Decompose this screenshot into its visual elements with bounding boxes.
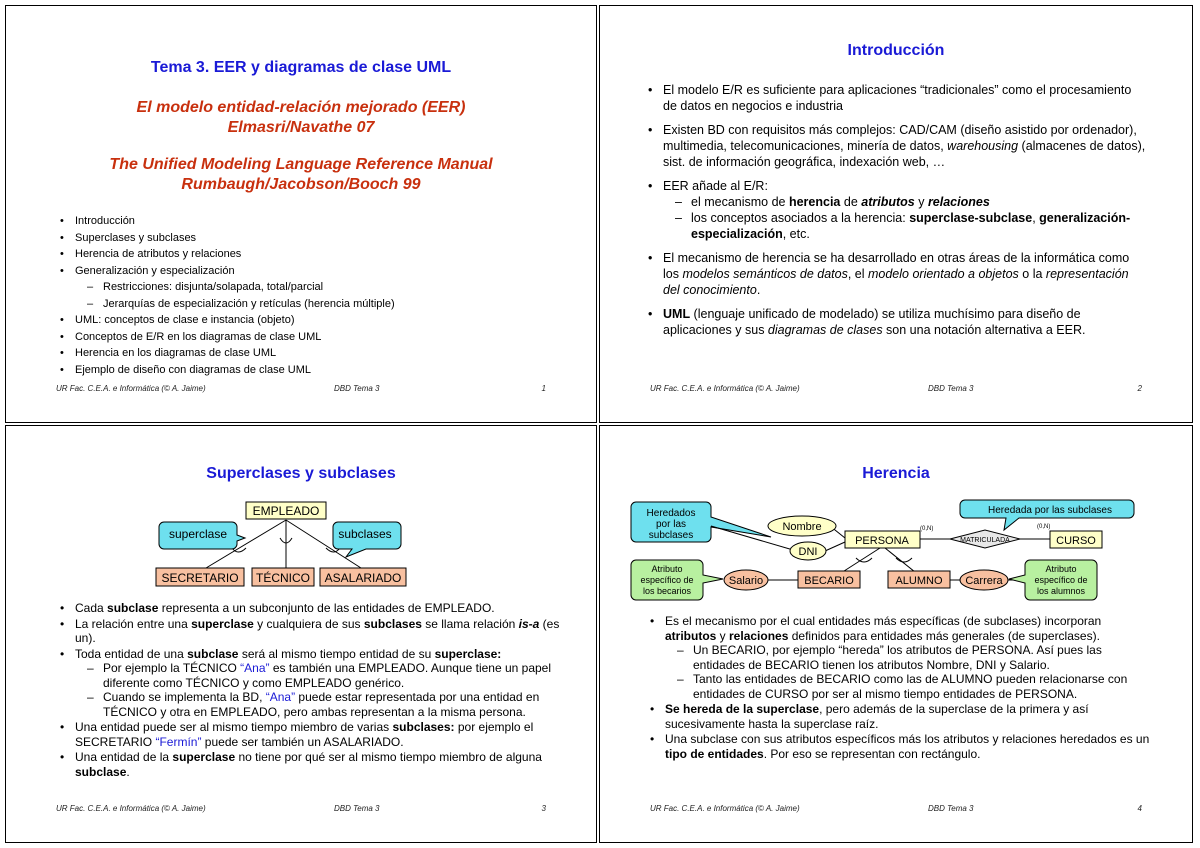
- list-item: • Se hereda de la superclase, pero además de la superclase de la primera y así sucesivamente hasta la superclase raíz.: [650, 702, 1150, 731]
- svg-text:específico de: específico de: [640, 575, 694, 585]
- list-item: • Existen BD con requisitos más complejos: CAD/CAM (diseño asistido por ordenador), multimedia, telecomunicaciones, minería de datos, warehousing (almacenes de datos), sist. de información geográfica, indexación web, …: [648, 122, 1148, 170]
- list-item: • Ejemplo de diseño con diagramas de clase UML: [60, 362, 560, 379]
- slide-title: Introducción: [847, 42, 945, 59]
- slide-title: Herencia: [862, 465, 930, 482]
- list-item: • La relación entre una superclase y cualquiera de sus subclases se llama relación is-a (es un).: [60, 617, 560, 646]
- list-item: • Generalización y especialización – Restricciones: disjunta/solapada, total/parcial – Jerarquías de especialización y retículas (herencia múltiple): [60, 263, 560, 313]
- list-subitem: – los conceptos asociados a la herencia: superclase-subclase, generalización-especialización, etc.: [663, 210, 1148, 242]
- svg-text:Salario: Salario: [728, 575, 764, 587]
- list-item: • EER añade al E/R: – el mecanismo de herencia de atributos y relaciones – los conceptos asociados a la herencia: superclase-subclase, generalización-especialización, etc.: [648, 178, 1148, 242]
- svg-text:ASALARIADO: ASALARIADO: [324, 571, 402, 585]
- reference-uml: The Unified Modeling Language Reference Manual Rumbaugh/Jacobson/Booch 99: [109, 156, 493, 193]
- list-item: • Toda entidad de una subclase será al mismo tiempo entidad de su superclase: – Por ejemplo la TÉCNICO “Ana” es también una EMPLEADO. Aunque tiene un papel diferente como TÉCNICO y como EMPLEADO genérico. – Cuando se implementa la BD, “Ana” puede estar representada por una entidad en TÉCNICO y otra en EMPLEADO, pero ambas representan a la misma persona.: [60, 647, 560, 720]
- list-subitem: – Jerarquías de especialización y retículas (herencia múltiple): [75, 296, 560, 313]
- list-subitem: – el mecanismo de herencia de atributos y relaciones: [663, 194, 1148, 210]
- list-subitem: – Restricciones: disjunta/solapada, total/parcial: [75, 279, 560, 296]
- svg-text:superclase: superclase: [168, 527, 228, 541]
- page-number: 1: [541, 384, 546, 393]
- list-subitem: – Un BECARIO, por ejemplo “hereda” los atributos de PERSONA. Así pues las entidades de BECARIO tienen los atributos Nombre, DNI y Salario.: [665, 643, 1150, 672]
- svg-text:subclases: subclases: [338, 527, 392, 541]
- intro-list: [648, 82, 1148, 346]
- list-item: • UML (lenguaje unificado de modelado) se utiliza muchísimo para diseño de aplicaciones y sus diagramas de clases son una notación alternativa a EER.: [648, 306, 1148, 338]
- svg-text:Atributo: Atributo: [651, 564, 683, 574]
- slide-title: Superclases y subclases: [206, 465, 396, 482]
- reference-eer: El modelo entidad-relación mejorado (EER) Elmasri/Navathe 07: [136, 99, 466, 136]
- list-item: • Superclases y subclases: [60, 230, 560, 247]
- slide-2: [599, 5, 1193, 423]
- slide-1: [5, 5, 597, 423]
- svg-text:Heredada por las subclases: Heredada por las subclases: [988, 505, 1112, 516]
- svg-text:(0,N): (0,N): [920, 526, 934, 532]
- page-number: 3: [541, 804, 546, 813]
- list-subitem: – Por ejemplo la TÉCNICO “Ana” es también una EMPLEADO. Aunque tiene un papel diferente como TÉCNICO y como EMPLEADO genérico.: [75, 661, 560, 690]
- list-item: • Una subclase con sus atributos específicos más los atributos y relaciones heredados es un tipo de entidades. Por eso se representan con rectángulo.: [650, 732, 1150, 761]
- list-item: • El modelo E/R es suficiente para aplicaciones “tradicionales” como el procesamiento de datos en negocios e industria: [648, 82, 1148, 114]
- svg-text:subclases: subclases: [648, 530, 694, 541]
- list-item: • Una entidad puede ser al mismo tiempo miembro de varias subclases: por ejemplo el SECRETARIO “Fermín” puede ser también un ASALARIADO.: [60, 720, 560, 749]
- contents-list: [60, 213, 560, 378]
- svg-text:MATRICULADA: MATRICULADA: [960, 537, 1010, 544]
- svg-text:por las: por las: [655, 519, 687, 530]
- svg-text:Heredados: Heredados: [646, 508, 696, 519]
- list-subitem: – Cuando se implementa la BD, “Ana” puede estar representada por una entidad en TÉCNICO y otra en EMPLEADO, pero ambas representan a la misma persona.: [75, 690, 560, 719]
- slide-3: [5, 425, 597, 843]
- list-item: • Cada subclase representa a un subconjunto de las entidades de EMPLEADO.: [60, 601, 560, 616]
- slide-footer: UR Fac. C.E.A. e Informática (© A. Jaime) DBD Tema 3 2: [650, 384, 1142, 393]
- svg-text:TÉCNICO: TÉCNICO: [256, 571, 310, 585]
- svg-text:(0,N): (0,N): [1037, 524, 1051, 530]
- svg-text:los alumnos: los alumnos: [1036, 586, 1086, 596]
- list-item: • Conceptos de E/R en los diagramas de clase UML: [60, 329, 560, 346]
- list-item: • El mecanismo de herencia se ha desarrollado en otras áreas de la informática como los modelos semánticos de datos, el modelo orientado a objetos o la representación del conocimiento.: [648, 250, 1148, 298]
- inheritance-list: [650, 614, 1150, 762]
- superclass-list: [60, 601, 560, 780]
- svg-text:DNI: DNI: [798, 546, 818, 558]
- svg-text:PERSONA: PERSONA: [855, 535, 909, 547]
- page-number: 2: [1137, 384, 1142, 393]
- svg-text:específico de: específico de: [1034, 575, 1088, 585]
- slide-title: Tema 3. EER y diagramas de clase UML: [150, 59, 452, 76]
- list-item: • Herencia de atributos y relaciones: [60, 246, 560, 263]
- slide-footer: UR Fac. C.E.A. e Informática (© A. Jaime) DBD Tema 3 3: [56, 804, 546, 813]
- list-item: • Herencia en los diagramas de clase UML: [60, 345, 560, 362]
- svg-text:Carrera: Carrera: [965, 575, 1003, 587]
- svg-text:EMPLEADO: EMPLEADO: [252, 504, 320, 518]
- svg-text:SECRETARIO: SECRETARIO: [161, 571, 239, 585]
- inheritance-diagram: [630, 496, 1160, 608]
- svg-text:CURSO: CURSO: [1056, 535, 1096, 547]
- page-number: 4: [1137, 804, 1142, 813]
- svg-text:BECARIO: BECARIO: [804, 575, 854, 587]
- list-item: • Es el mecanismo por el cual entidades más específicas (de subclases) incorporan atributos y relaciones definidos para entidades más generales (de superclases). – Un BECARIO, por ejemplo “hereda” los atributos de PERSONA. Así pues las entidades de BECARIO tienen los atributos Nombre, DNI y Salario. – Tanto las entidades de BECARIO como las de ALUMNO pueden relacionarse con entidades de CURSO por ser al mismo tiempo entidades de PERSONA.: [650, 614, 1150, 701]
- svg-text:Nombre: Nombre: [782, 521, 822, 533]
- list-item: • Una entidad de la superclase no tiene por qué ser al mismo tiempo miembro de alguna subclase.: [60, 750, 560, 779]
- svg-text:Atributo: Atributo: [1045, 564, 1077, 574]
- svg-text:los becarios: los becarios: [642, 586, 692, 596]
- slide-footer: UR Fac. C.E.A. e Informática (© A. Jaime) DBD Tema 3 4: [650, 804, 1142, 813]
- slide-4: [599, 425, 1193, 843]
- list-item: • Introducción: [60, 213, 560, 230]
- slide-footer: UR Fac. C.E.A. e Informática (© A. Jaime) DBD Tema 3 1: [56, 384, 546, 393]
- list-item: • UML: conceptos de clase e instancia (objeto): [60, 312, 560, 329]
- superclass-diagram: [146, 498, 416, 590]
- list-subitem: – Tanto las entidades de BECARIO como las de ALUMNO pueden relacionarse con entidades de CURSO por ser al mismo tiempo entidades de PERSONA.: [665, 672, 1150, 701]
- svg-text:ALUMNO: ALUMNO: [895, 575, 943, 587]
